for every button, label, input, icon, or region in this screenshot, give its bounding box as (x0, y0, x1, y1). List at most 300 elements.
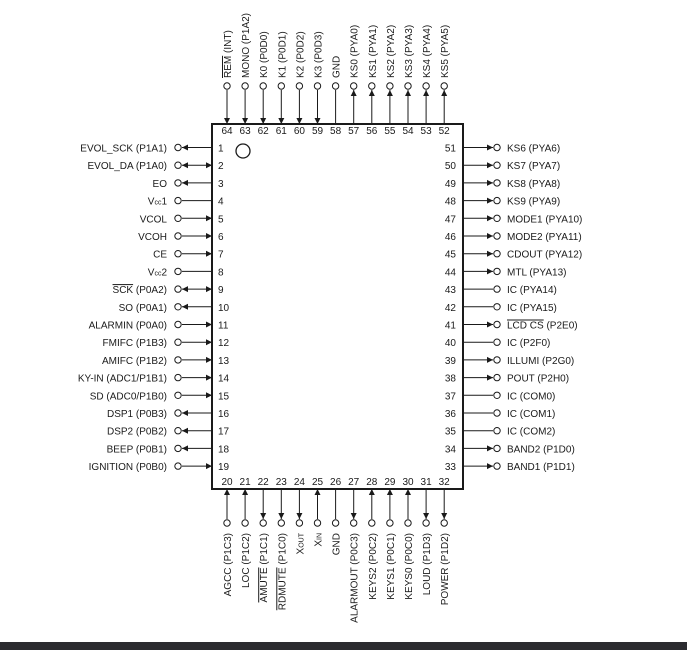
pin-number: 42 (444, 302, 456, 314)
pin-direction-arrow (487, 162, 493, 168)
pin-label (507, 250, 582, 261)
pin-number: 63 (239, 126, 251, 137)
pin-label-text: K1 (P0D1) (277, 31, 289, 78)
pin-label (277, 31, 288, 78)
pin-label (507, 161, 560, 172)
pin-number: 56 (366, 126, 378, 137)
pin-label (119, 303, 167, 314)
pin-terminal (494, 180, 500, 186)
pin-number: 64 (221, 126, 233, 137)
pin-label (78, 374, 167, 385)
pin-direction-arrow (387, 90, 393, 96)
pin-label-subscript: IN (316, 533, 324, 540)
pin-number: 10 (218, 302, 230, 314)
pin-label-suffix: 2 (161, 267, 167, 279)
pin-number: 59 (311, 126, 324, 137)
pin-terminal (494, 357, 500, 363)
pin-direction-arrow (487, 375, 493, 381)
pin-label (350, 533, 361, 623)
pin-terminal (175, 251, 181, 257)
pin-terminal (175, 339, 181, 345)
pin-terminal (175, 304, 181, 310)
pin-terminal (242, 520, 248, 526)
pin-number: 17 (218, 426, 230, 438)
pin-number: 43 (444, 285, 456, 297)
pin-label (507, 144, 560, 155)
pin-label-text: KS4 (PYA4) (422, 24, 434, 78)
pin-label (241, 13, 252, 78)
pin-terminal (175, 428, 181, 434)
pin-label-text: KS0 (PYA0) (349, 24, 361, 78)
pin-terminal (494, 428, 500, 434)
pin-label (89, 321, 167, 332)
pin-label (507, 391, 555, 402)
pin-label-overbar: LCD CS (507, 320, 544, 332)
pin-label-text: KS3 (PYA3) (404, 24, 415, 78)
pin-label-text: CDOUT (PYA12) (507, 249, 583, 261)
pin-label-text: KY-IN (ADC1/P1B1) (77, 373, 167, 385)
pin-number: 2 (218, 161, 224, 173)
pin-label (314, 533, 325, 547)
pin-label-text: (INT) (223, 30, 234, 56)
window-bottom-bar (0, 642, 687, 650)
pin-label-text: EVOL_DA (P1A0) (87, 161, 167, 173)
pin-terminal (494, 251, 500, 257)
pin-label-text: (P2E0) (543, 320, 578, 332)
pin-terminal (175, 268, 181, 274)
pin-terminal (314, 520, 320, 526)
pin-label-subscript: cc (154, 270, 162, 278)
pin-label-text: AMIFC (P1B2) (101, 355, 167, 367)
pin-label (507, 374, 569, 385)
pin-label (507, 338, 550, 349)
pin-label (113, 285, 167, 296)
pin-label-text: EVOL_SCK (P1A1) (80, 143, 167, 155)
pin-terminal (175, 180, 181, 186)
pin-label-text: IC (PYA14) (507, 285, 557, 297)
pin-label-text: POWER (P1D2) (440, 533, 452, 606)
pin-terminal (175, 144, 181, 150)
pin-label (332, 56, 343, 78)
pin-number: 54 (402, 126, 414, 137)
pin-direction-arrow (487, 198, 493, 204)
pin-label-suffix: 1 (161, 196, 167, 208)
pin-number: 62 (257, 126, 269, 137)
pin-number: 41 (444, 320, 456, 332)
pin-number: 14 (218, 373, 230, 385)
pin-terminal (175, 463, 181, 469)
pin-label (153, 250, 167, 261)
pin-label-text: (P1C1) (259, 533, 271, 568)
pin-direction-arrow (296, 513, 302, 519)
pin-number: 27 (348, 477, 360, 488)
pin-label (89, 462, 167, 473)
pin-terminal (369, 520, 375, 526)
pin-label (368, 533, 379, 600)
pin-direction-arrow (487, 233, 493, 239)
pin-direction-arrow (182, 445, 188, 451)
pin-direction-arrow (182, 410, 188, 416)
pin-label-text: K3 (P0D3) (313, 31, 325, 78)
pin-number: 19 (218, 462, 230, 474)
pin-label (295, 532, 306, 554)
pin-terminal (175, 286, 181, 292)
pin-direction-arrow (351, 90, 357, 96)
pin-label-text: SO (P0A1) (118, 302, 167, 314)
pin-label-text: MTL (PYA13) (507, 267, 567, 279)
pin-number: 32 (438, 477, 450, 488)
pin-terminal (494, 304, 500, 310)
pin-terminal (423, 520, 429, 526)
pin-label-text: DSP1 (P0B3) (106, 409, 167, 420)
pin-label (507, 232, 582, 243)
pin-terminal (494, 162, 500, 168)
pin-label-text: FMIFC (P1B3) (102, 338, 167, 350)
pin-direction-arrow (441, 90, 447, 96)
pin-terminal (405, 520, 411, 526)
pin-terminal (332, 520, 338, 526)
pin-number: 8 (218, 267, 224, 279)
pin-label-overbar: SCK (112, 285, 134, 297)
pin-terminal (494, 233, 500, 239)
pin-label-text: X (295, 547, 307, 555)
pin-label (507, 214, 582, 225)
pin-direction-arrow (351, 513, 357, 519)
pin-number: 60 (293, 126, 305, 137)
pin-number: 46 (444, 232, 456, 243)
pin-label (138, 232, 167, 243)
pin-direction-arrow (182, 162, 188, 168)
pin-terminal (494, 463, 500, 469)
pin-label-text: KS2 (PYA2) (385, 24, 397, 78)
pin-number: 38 (444, 373, 456, 385)
pin-number: 44 (444, 267, 456, 279)
pin-label (277, 533, 288, 610)
pin-label (507, 197, 560, 208)
pin-label-text: K0 (P0D0) (259, 31, 271, 78)
pin-direction-arrow (423, 513, 429, 519)
pin-terminal (494, 197, 500, 203)
pin-terminal (260, 83, 266, 89)
pin-label (107, 427, 167, 438)
pin-number: 9 (218, 285, 224, 297)
pin-number: 12 (218, 338, 230, 350)
pin-label-text: MONO (P1A2) (241, 12, 253, 78)
pin-direction-arrow (487, 145, 493, 151)
pin-number: 25 (311, 477, 324, 488)
pin-terminal (494, 445, 500, 451)
pin-number: 18 (218, 444, 230, 456)
pin-direction-arrow (487, 251, 493, 257)
pin-terminal (494, 144, 500, 150)
pin-label (507, 179, 560, 190)
pin-label (153, 179, 168, 190)
pin-label (148, 267, 168, 278)
pin-label-text: BEEP (P0B1) (106, 444, 167, 456)
pin-label-text: KS6 (PYA6) (507, 143, 561, 155)
pin-label (148, 197, 168, 208)
pin-label-subscript: cc (154, 199, 162, 207)
pin-direction-arrow (182, 286, 188, 292)
pin-label-text: MODE1 (PYA10) (507, 214, 583, 226)
pin-label-text: IC (COM2) (507, 426, 556, 438)
pin-number: 29 (384, 477, 396, 488)
pin-label-overbar: AMUTE (259, 567, 271, 603)
pin-label (90, 391, 167, 402)
pin-label (107, 409, 167, 420)
pin-number: 24 (293, 477, 305, 488)
pin-direction-arrow (487, 463, 493, 469)
pin-label-text: MODE2 (PYA11) (507, 232, 582, 243)
pin-direction-arrow (487, 445, 493, 451)
pin-direction-arrow (441, 513, 447, 519)
pin-number: 4 (218, 196, 224, 208)
pin-direction-arrow (182, 304, 188, 310)
pin-direction-arrow (487, 215, 493, 221)
pin-terminal (314, 83, 320, 89)
pin-terminal (494, 410, 500, 416)
pin-terminal (175, 197, 181, 203)
pin-terminal (175, 233, 181, 239)
pin-number: 51 (444, 143, 456, 155)
pin-label (404, 25, 415, 78)
pin-terminal (351, 520, 357, 526)
pin-number: 16 (218, 409, 230, 420)
pin-number: 57 (348, 126, 360, 137)
pin-number: 6 (218, 232, 224, 243)
pin-number: 58 (330, 126, 342, 137)
pin-label-text: ILLUMI (P2G0) (507, 355, 575, 367)
pin-label (507, 321, 578, 332)
pin-direction-arrow (182, 145, 188, 151)
pin-label (440, 533, 451, 605)
pin-label-overbar: REM (223, 55, 234, 78)
pin-direction-arrow (423, 90, 429, 96)
pin-terminal (332, 83, 338, 89)
pin-label-text: ALARMIN (P0A0) (88, 320, 167, 332)
pin-number: 48 (444, 196, 456, 208)
pin-label-text: IC (P2F0) (507, 338, 551, 350)
pin-label-text: KEYS0 (P0C0) (404, 533, 415, 600)
pin-label-text: POUT (P2H0) (507, 373, 570, 385)
pin-label (440, 25, 451, 78)
pin-label-text: K2 (P0D2) (295, 31, 307, 78)
pin-label (259, 31, 270, 78)
pin-label-text: BAND2 (P1D0) (507, 444, 575, 456)
pin-label-text: KEYS1 (P0C1) (385, 533, 397, 600)
pin-number: 35 (444, 426, 456, 438)
pin-number: 22 (257, 477, 269, 488)
pin-label-text: KEYS2 (P0C2) (367, 533, 379, 600)
pin-terminal (175, 374, 181, 380)
pin-terminal (175, 392, 181, 398)
pin-label (80, 144, 167, 155)
pin-number: 45 (444, 249, 456, 261)
pin-number: 50 (444, 161, 456, 173)
pin-label-text: VCOL (139, 214, 167, 226)
pin-number: 7 (218, 249, 224, 261)
pin-terminal (369, 83, 375, 89)
pin-direction-arrow (487, 180, 493, 186)
pin-number: 21 (239, 477, 251, 488)
pin-terminal (441, 83, 447, 89)
pin-label (507, 285, 557, 296)
pin-number: 30 (402, 477, 414, 488)
pin-terminal (387, 83, 393, 89)
pin-number: 26 (330, 477, 342, 488)
pin-label (107, 444, 167, 455)
pin-number: 15 (218, 391, 230, 403)
pin-label (223, 533, 234, 596)
pin-label-text: KS1 (PYA1) (367, 24, 379, 78)
pin-label (507, 409, 555, 420)
pin-direction-arrow (405, 90, 411, 96)
pin-terminal (441, 520, 447, 526)
pin-terminal (278, 520, 284, 526)
pin-terminal (242, 83, 248, 89)
pin-label (295, 31, 306, 78)
pin-terminal (423, 83, 429, 89)
pin-label (350, 25, 361, 78)
pin-terminal (175, 162, 181, 168)
pin-number: 3 (218, 178, 224, 190)
pin-label (507, 356, 574, 367)
pin-terminal (224, 83, 230, 89)
pin-label (507, 427, 555, 438)
pin-terminal (224, 520, 230, 526)
pin-label-text: LOUD (P1D3) (422, 533, 434, 596)
pin-number: 52 (438, 126, 450, 137)
pin-number: 53 (420, 126, 432, 137)
pin-direction-arrow (487, 357, 493, 363)
pin-label-text: (P0A2) (133, 285, 167, 297)
pin-number: 5 (218, 214, 224, 226)
pin-terminal (351, 83, 357, 89)
pin1-index-marker (236, 144, 250, 158)
pin-number: 37 (444, 391, 456, 403)
pin-label-text: SD (ADC0/P1B0) (89, 391, 167, 403)
pin-number: 61 (275, 126, 287, 137)
pin-label-text: AGCC (P1C3) (223, 533, 234, 597)
pin-terminal (494, 339, 500, 345)
pin-label-text: V (147, 267, 155, 279)
pin-label-text: LOC (P1C2) (241, 533, 253, 589)
pin-terminal (175, 357, 181, 363)
pin-label (404, 533, 415, 600)
pin-label-text: BAND1 (P1D1) (507, 462, 575, 474)
pin-label (103, 338, 167, 349)
pin-number: 11 (218, 320, 229, 332)
pin-direction-arrow (487, 268, 493, 274)
pin-number: 47 (444, 214, 456, 226)
pin-label (422, 25, 433, 78)
pin-number: 33 (444, 462, 456, 474)
pin-label-text: IC (COM1) (507, 409, 556, 420)
pin-label-overbar: RDMUTE (277, 567, 289, 611)
pin-label (507, 267, 566, 278)
pin-number: 1 (218, 143, 224, 155)
pin-direction-arrow (487, 322, 493, 328)
pin-terminal (175, 410, 181, 416)
pin-direction-arrow (260, 513, 266, 519)
pin-label (102, 356, 167, 367)
pin-label (140, 214, 168, 225)
pin-label-text: IC (PYA15) (507, 302, 557, 314)
pin-label-text: GND (331, 55, 343, 78)
pin-label (507, 303, 557, 314)
pin-label-text: (P1C0) (277, 533, 289, 568)
pin-label (386, 533, 397, 600)
pin-label (386, 25, 397, 78)
pin-terminal (494, 392, 500, 398)
pin-label-text: KS9 (PYA9) (507, 196, 561, 208)
pin-number: 31 (420, 477, 432, 488)
pin-label (223, 30, 234, 78)
pin-terminal (494, 321, 500, 327)
pin-label (88, 161, 167, 172)
pin-label-text: KS7 (PYA7) (507, 161, 561, 173)
pin-label-text: IGNITION (P0B0) (88, 462, 167, 474)
pin-terminal (296, 520, 302, 526)
pin-terminal (494, 215, 500, 221)
pin-direction-arrow (182, 428, 188, 434)
pin-number: 55 (384, 126, 396, 137)
pin-label-text: KS5 (PYA5) (440, 24, 452, 78)
pin-terminal (494, 374, 500, 380)
pin-label-text: ALARMOUT (P0C3) (349, 533, 361, 623)
pin-label-text: KS8 (PYA8) (507, 178, 561, 190)
pin-number: 49 (444, 178, 456, 190)
pin-terminal (296, 83, 302, 89)
pin-terminal (260, 520, 266, 526)
pin-terminal (175, 321, 181, 327)
pin-label (332, 533, 343, 555)
pin-terminal (175, 445, 181, 451)
pin-label-subscript: OUT (298, 533, 306, 548)
pin-label-text: DSP2 (P0B2) (106, 426, 167, 438)
pin-label (507, 462, 575, 473)
pin-label-text: CE (153, 249, 167, 261)
pin-label-text: V (147, 196, 155, 208)
pin-label (422, 533, 433, 595)
pin-number: 20 (221, 477, 233, 488)
pin-number: 40 (444, 338, 456, 350)
pin-label-text: VCOH (138, 232, 167, 243)
pin-label (368, 25, 379, 78)
pin-label (314, 31, 325, 78)
pin-number: 23 (275, 477, 287, 488)
pin-number: 39 (444, 355, 456, 367)
pin-label-text: X (313, 540, 325, 547)
pin-direction-arrow (369, 90, 375, 96)
pin-terminal (405, 83, 411, 89)
pin-terminal (278, 83, 284, 89)
pin-label (507, 444, 575, 455)
pin-number: 28 (366, 477, 378, 488)
pin-label-text: IC (COM0) (507, 391, 556, 403)
pin-label (241, 533, 252, 588)
ic-package-body (212, 124, 463, 489)
pin-label-text: GND (331, 533, 343, 556)
pin-label (259, 533, 270, 602)
pin-terminal (494, 268, 500, 274)
pin-terminal (494, 286, 500, 292)
pin-terminal (387, 520, 393, 526)
pin-number: 34 (444, 444, 456, 456)
pin-label-text: EO (152, 178, 167, 190)
pin-direction-arrow (182, 180, 188, 186)
pin-direction-arrow (278, 513, 284, 519)
